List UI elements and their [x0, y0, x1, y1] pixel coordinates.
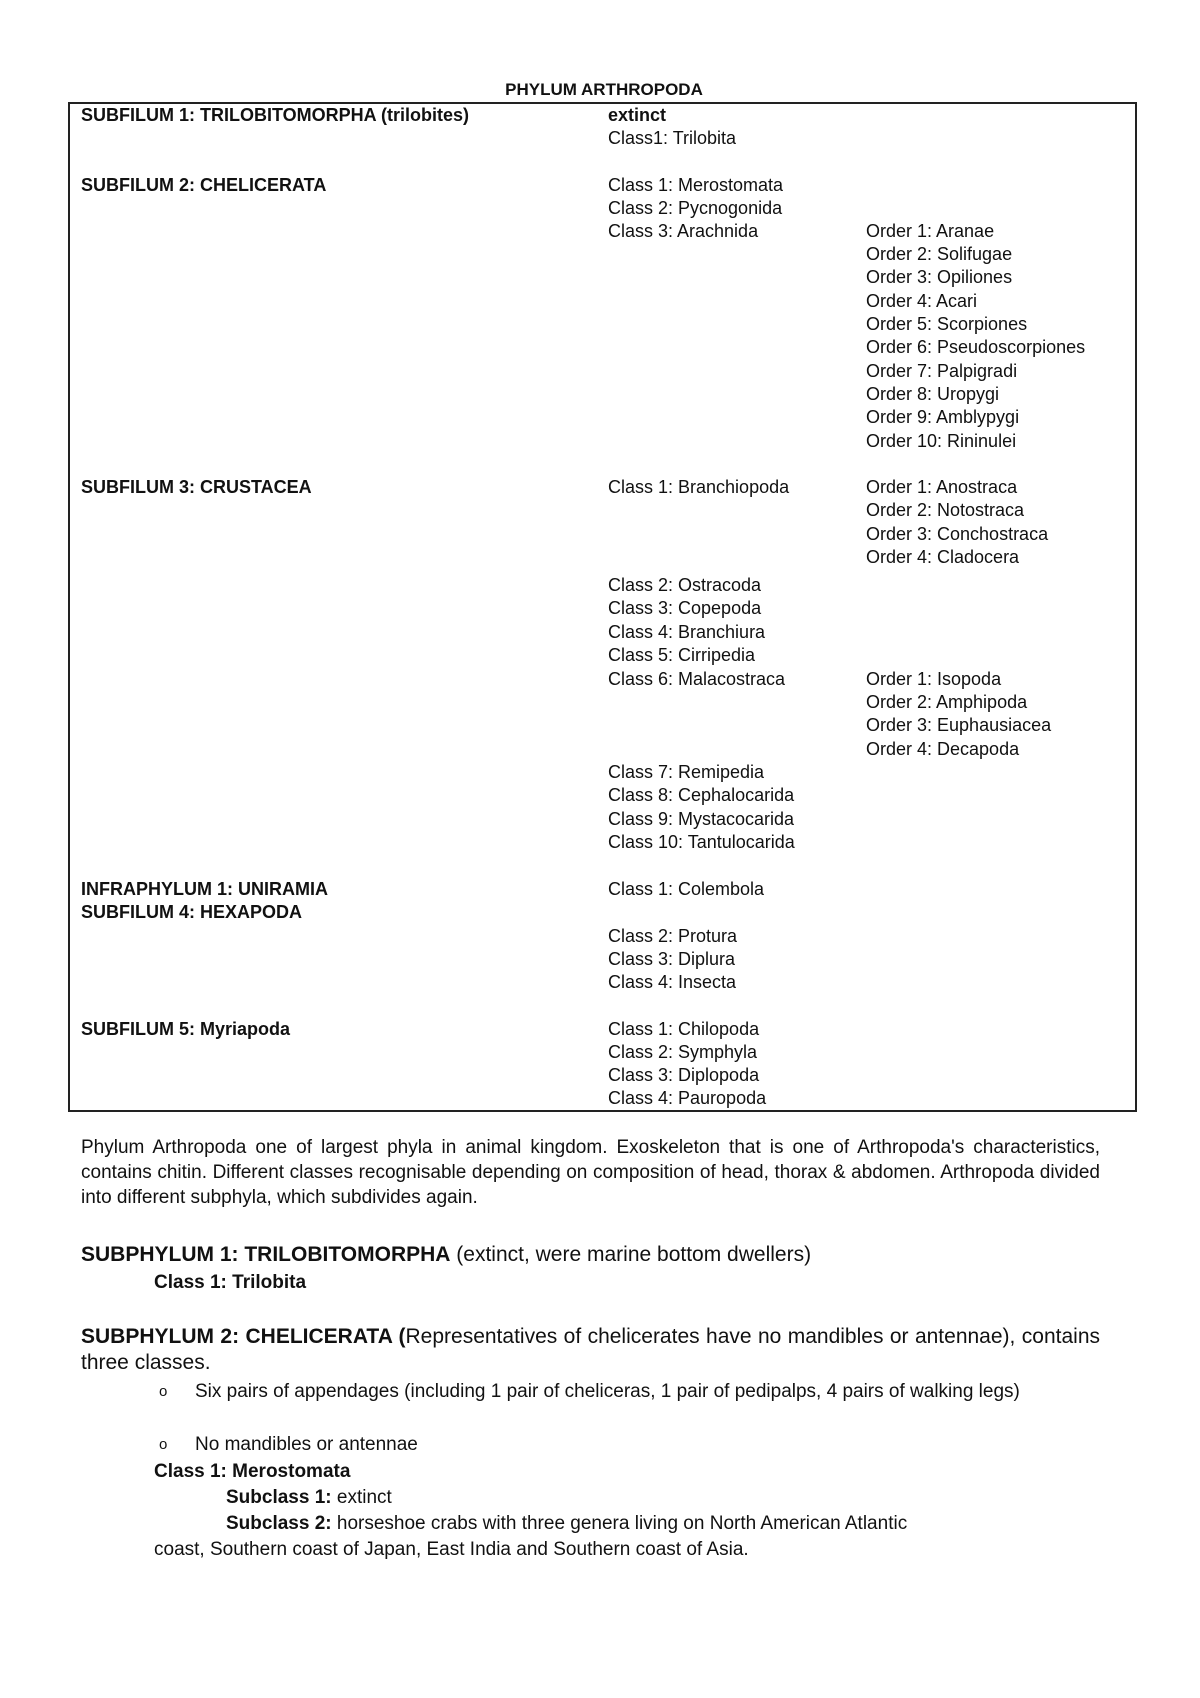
bullet-text: No mandibles or antennae: [195, 1434, 418, 1455]
order-item: Order 10: Rininulei: [866, 431, 1017, 451]
order-item: Order 1: Anostraca: [866, 477, 1018, 497]
class-item: Class 4: Pauropoda: [608, 1088, 767, 1108]
section-1-title: SUBPHYLUM 1: TRILOBITOMORPHA: [81, 1243, 451, 1266]
subphylum-2-label: SUBFILUM 2: CHELICERATA: [81, 175, 327, 195]
class-item: Class 8: Cephalocarida: [608, 785, 795, 805]
order-item: Order 3: Euphausiacea: [866, 715, 1052, 735]
subclass-2-label: Subclass 2:: [226, 1513, 332, 1534]
extinct-label: extinct: [608, 105, 667, 125]
order-item: Order 5: Scorpiones: [866, 314, 1028, 334]
order-item: Order 3: Conchostraca: [866, 524, 1049, 544]
subphylum-4-label: SUBFILUM 4: HEXAPODA: [81, 902, 303, 922]
bullet-marker: o: [159, 1383, 168, 1400]
order-item: Order 8: Uropygi: [866, 384, 1000, 404]
class-item: Class 7: Remipedia: [608, 762, 765, 782]
subclass-1-label: Subclass 1:: [226, 1487, 332, 1508]
class-item: Class 10: Tantulocarida: [608, 832, 795, 852]
class-item: Class 9: Mystacocarida: [608, 809, 795, 829]
class-item: Class 1: Colembola: [608, 879, 765, 899]
subclass-2-continuation: coast, Southern coast of Japan, East India and Southern coast of Asia.: [154, 1539, 749, 1560]
subclass-2-line: [226, 1511, 907, 1536]
infraphylum-1-label: INFRAPHYLUM 1: UNIRAMIA: [81, 879, 328, 899]
class-item: Class 4: Insecta: [608, 972, 737, 992]
order-item: Order 2: Notostraca: [866, 500, 1025, 520]
order-item: Order 2: Solifugae: [866, 244, 1013, 264]
class-item: Class 3: Copepoda: [608, 598, 762, 618]
subphylum-5-label: SUBFILUM 5: Myriapoda: [81, 1019, 291, 1039]
section-1-heading: [81, 1242, 1100, 1268]
order-item: Order 4: Cladocera: [866, 547, 1020, 567]
section-2-note: Representatives of chelicerates have no mandibles or antennae: [405, 1325, 1003, 1348]
order-item: Order 1: Isopoda: [866, 669, 1002, 689]
class-item: Class 4: Branchiura: [608, 622, 766, 642]
bullet-marker: o: [159, 1436, 168, 1453]
class-trilobita: Class1: Trilobita: [608, 128, 737, 148]
class-item: Class 1: Merostomata: [608, 175, 784, 195]
order-item: Order 2: Amphipoda: [866, 692, 1028, 712]
order-item: Order 7: Palpigradi: [866, 361, 1018, 381]
class-item: Class 2: Symphyla: [608, 1042, 758, 1062]
section-1-note: (extinct, were marine bottom dwellers): [450, 1243, 812, 1266]
intro-paragraph: Phylum Arthropoda one of largest phyla in animal kingdom. Exoskeleton that is one of Arthropoda's characteristics, contains chitin. Different classes recognisable depending on composition of head, thorax & abdomen. Arthropoda divided into different subphyla, which subdivides again.: [81, 1137, 1100, 1208]
class-item: Class 6: Malacostraca: [608, 669, 786, 689]
class-item: Class 3: Diplura: [608, 949, 736, 969]
section-1-class: Class 1: Trilobita: [154, 1272, 307, 1293]
subclass-1-line: [226, 1485, 392, 1510]
class-item: Class 5: Cirripedia: [608, 645, 756, 665]
order-item: Order 9: Amblypygi: [866, 407, 1020, 427]
section-2-class-1: Class 1: Merostomata: [154, 1461, 351, 1482]
order-item: Order 4: Acari: [866, 291, 978, 311]
section-2-tail: ), contains three classes.: [81, 1325, 1100, 1374]
section-2-heading: [81, 1324, 1100, 1376]
class-item: Class 1: Branchiopoda: [608, 477, 790, 497]
class-item: Class 2: Ostracoda: [608, 575, 762, 595]
class-item: Class 2: Pycnogonida: [608, 198, 783, 218]
class-item: Class 3: Diplopoda: [608, 1065, 760, 1085]
class-item: Class 1: Chilopoda: [608, 1019, 760, 1039]
order-item: Order 1: Aranae: [866, 221, 995, 241]
subclass-1-text: extinct: [331, 1487, 392, 1508]
subphylum-3-label: SUBFILUM 3: CRUSTACEA: [81, 477, 312, 497]
page-title: PHYLUM ARTHROPODA: [505, 80, 703, 99]
section-2-title: SUBPHYLUM 2: CHELICERATA (: [81, 1325, 406, 1348]
class-item: Class 2: Protura: [608, 926, 738, 946]
subclass-2-text: horseshoe crabs with three genera living on North American Atlantic: [331, 1513, 908, 1534]
class-item: Class 3: Arachnida: [608, 221, 759, 241]
order-item: Order 6: Pseudoscorpiones: [866, 337, 1086, 357]
order-item: Order 4: Decapoda: [866, 739, 1020, 759]
order-item: Order 3: Opiliones: [866, 267, 1013, 287]
bullet-text: Six pairs of appendages (including 1 pair of cheliceras, 1 pair of pedipalps, 4 pairs of walking legs): [195, 1381, 1020, 1402]
subphylum-1-label: SUBFILUM 1: TRILOBITOMORPHA (trilobites): [81, 105, 469, 125]
